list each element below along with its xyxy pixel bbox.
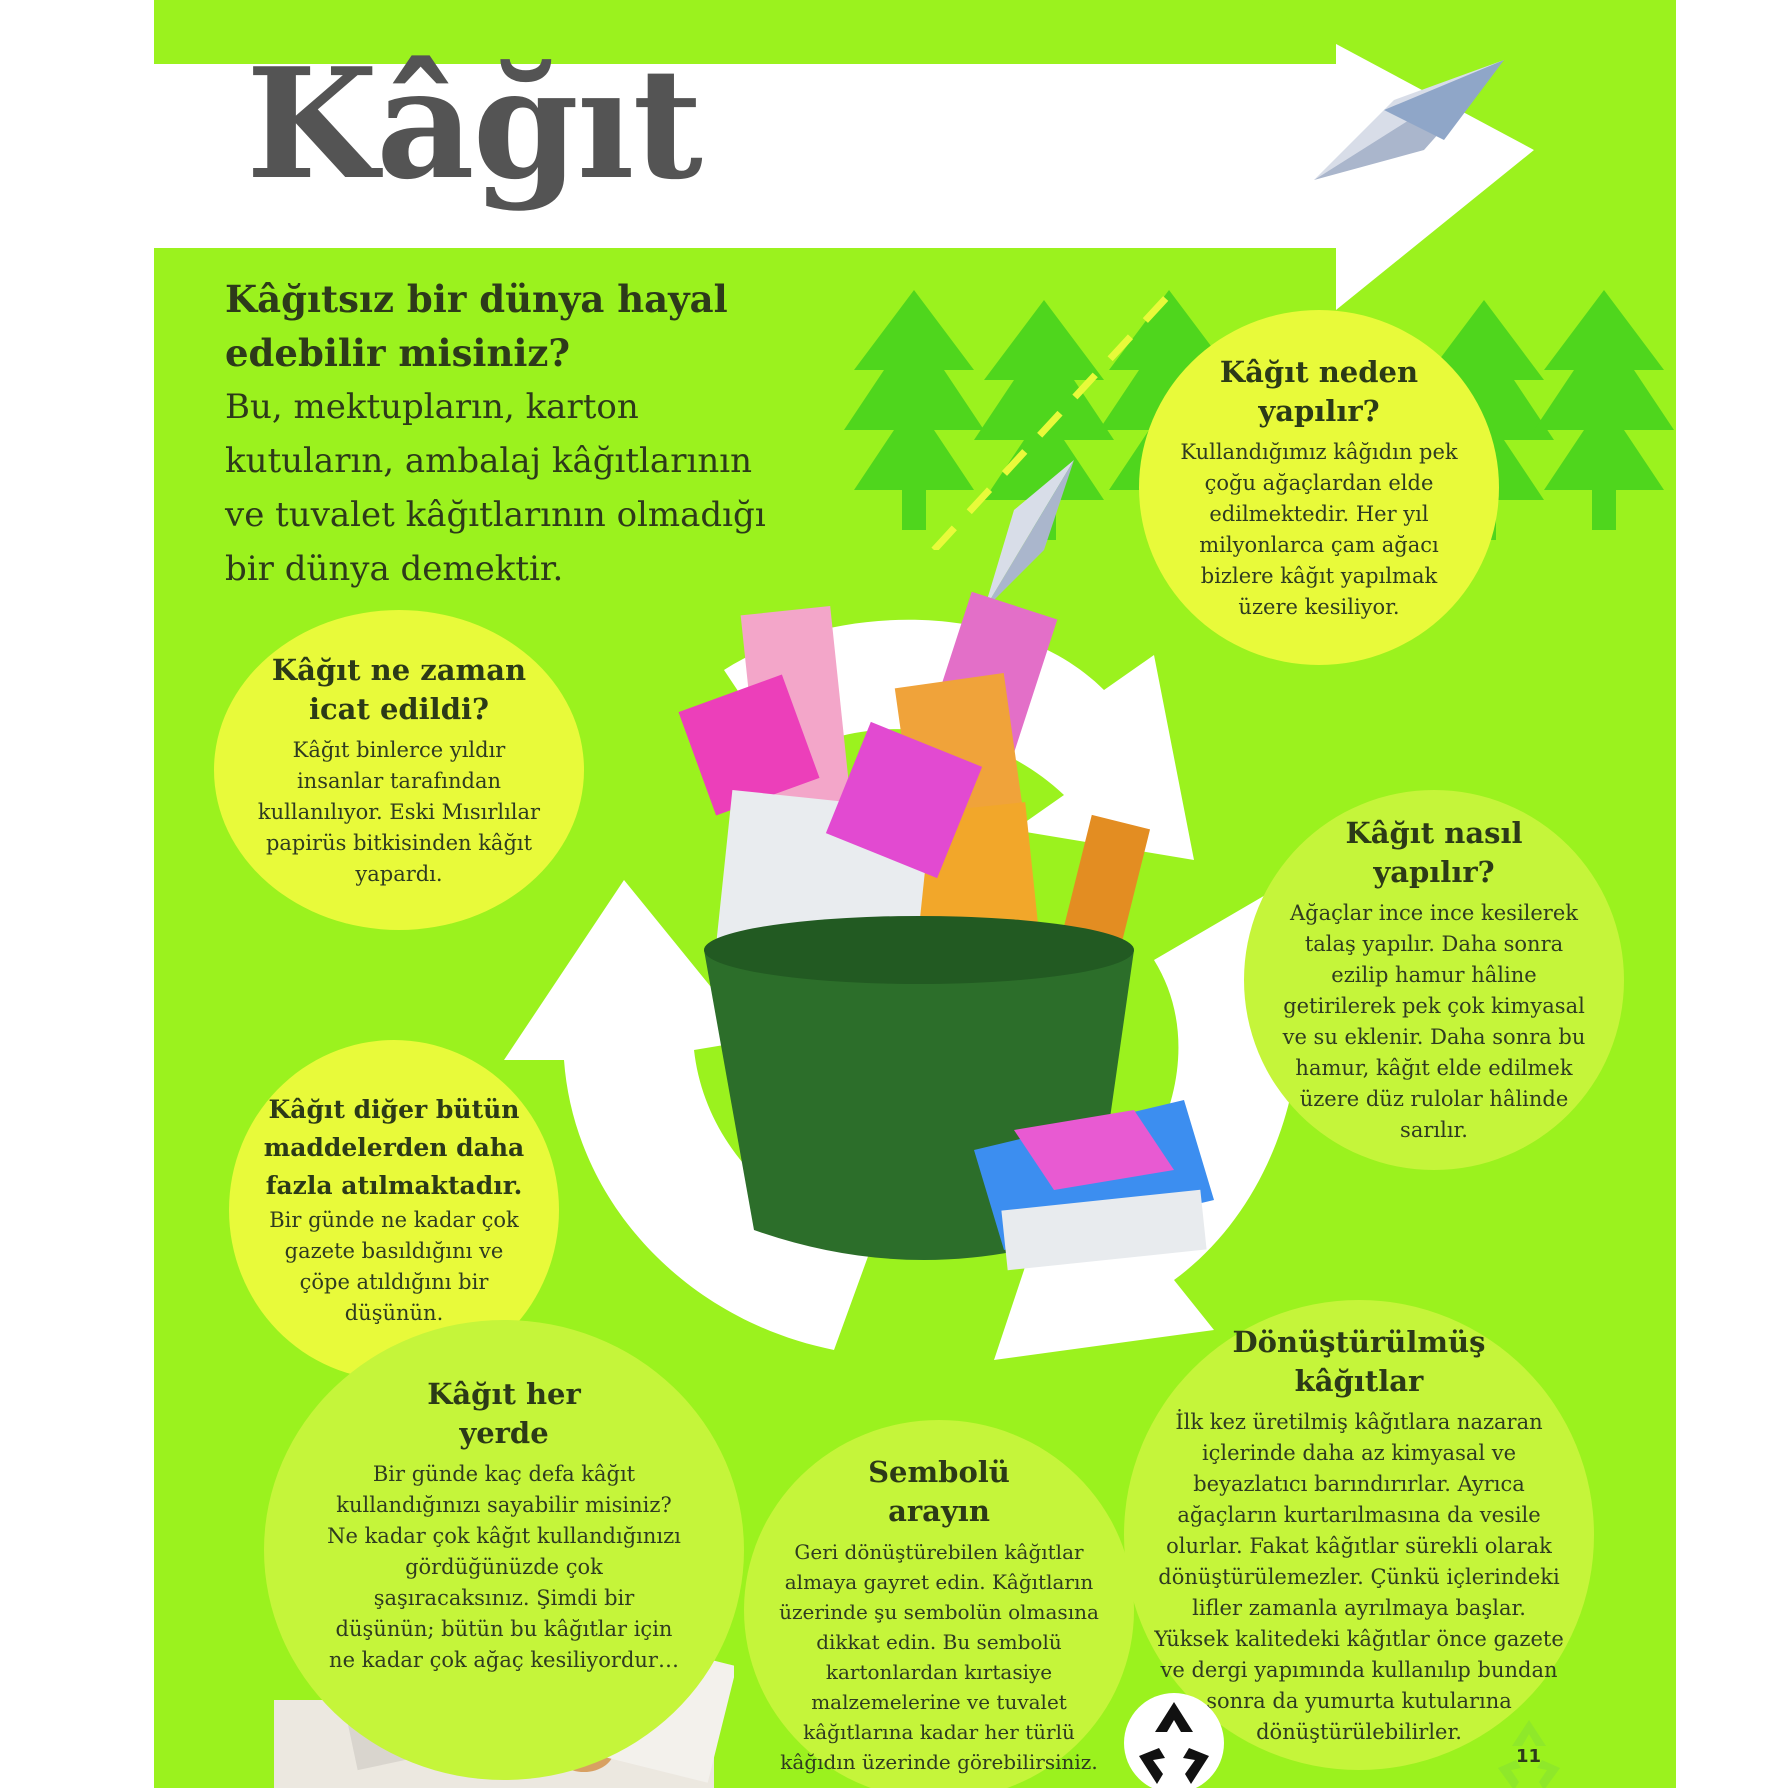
bubble-heading: Dönüştürülmüş kâğıtlar: [1232, 1324, 1486, 1398]
bubble-heading: Kâğıt nasıl yapılır?: [1345, 816, 1523, 889]
bubble-text: Kullandığımız kâğıdın pek çoğu ağaçlardan elde edilmektedir. Her yıl milyonlarca çam ağacı bizlere kâğıt yapılmak üzere kesiliyor.: [1180, 439, 1458, 619]
bubble-everywhere: [264, 1320, 744, 1780]
page-number: 11: [1516, 1746, 1542, 1767]
bubble-heading: Sembolü arayın: [868, 1455, 1010, 1528]
pine-tree-icon: [1534, 290, 1674, 530]
bubble-invented: [214, 610, 584, 930]
bubble-made-from: [1139, 310, 1499, 665]
bubble-heading: Kâğıt neden yapılır?: [1219, 354, 1419, 428]
recycle-icon: [1119, 1688, 1229, 1788]
bubble-text: Geri dönüştürebilen kâğıtlar almaya gayret edin. Kâğıtların üzerinde şu sembolün olmasına dikkat edin. Bu sembolü kartonlardan kırtasiye malzemelerine ve tuvalet kâğıtlarına kadar her türlü kâğıdın üzerinde görebilirsiniz.: [779, 1540, 1099, 1774]
intro-lead: Kâğıtsız bir dünya hayal edebilir misiniz?: [225, 277, 728, 375]
bubble-text: Bir günde ne kadar çok gazete basıldığını ve çöpe atıldığını bir düşünün.: [269, 1208, 519, 1325]
intro-body: Bu, mektupların, karton kutuların, ambalaj kâğıtlarının ve tuvalet kâğıtlarının olmadığı bir dünya demektir.: [225, 387, 766, 589]
paper-plane-icon: [1274, 0, 1534, 200]
page: [154, 0, 1676, 1788]
bubble-heading: Kâğıt diğer bütün maddelerden daha fazla atılmaktadır.: [263, 1095, 525, 1200]
bubble-heading: Kâğıt ne zaman icat edildi?: [271, 652, 527, 726]
page-title: Kâğıt: [246, 34, 701, 213]
bubble-text: Bir günde kaç defa kâğıt kullandığınızı sayabilir misiniz? Ne kadar çok kâğıt kullandığınızı gördüğünüzde çok şaşıracaksınız. Şimdi bir düşünün; bütün bu kâğıtlar için ne kadar çok ağaç kesiliyordur…: [327, 1461, 681, 1672]
bubble-text: Kâğıt binlerce yıldır insanlar tarafından kullanılıyor. Eski Mısırlılar papirüs bitkisinden kâğıt yapardı.: [257, 737, 541, 886]
bubble-text: İlk kez üretilmiş kâğıtlara nazaran içlerinde daha az kimyasal ve beyazlatıcı barındırırlar. Ayrıca ağaçların kurtarılmasına da vesile olurlar. Fakat kâğıtlar sürekli olarak dönüştürülemezler. Çünkü içlerindeki lifler zamanla ayrılmaya başlar. Yüksek kalitedeki kâğıtlar önce gazete ve dergi yapımında kullanılıp bundan sonra da yumurta kutularına dönüştürülebilirler.: [1154, 1409, 1564, 1744]
bubble-text: Ağaçlar ince ince kesilerek talaş yapılır. Daha sonra ezilip hamur hâline getirilerek pek çok kimyasal ve su eklenir. Daha sonra bu hamur, kâğıt elde edilmek üzere düz rulolar hâlinde sarılır.: [1282, 901, 1586, 1142]
intro-block: [225, 272, 785, 596]
bubble-how-made: [1244, 790, 1624, 1170]
bubble-symbol: [744, 1420, 1134, 1788]
bubble-heading: Kâğıt her yerde: [427, 1376, 581, 1450]
paper-bucket-image: [574, 590, 1214, 1290]
